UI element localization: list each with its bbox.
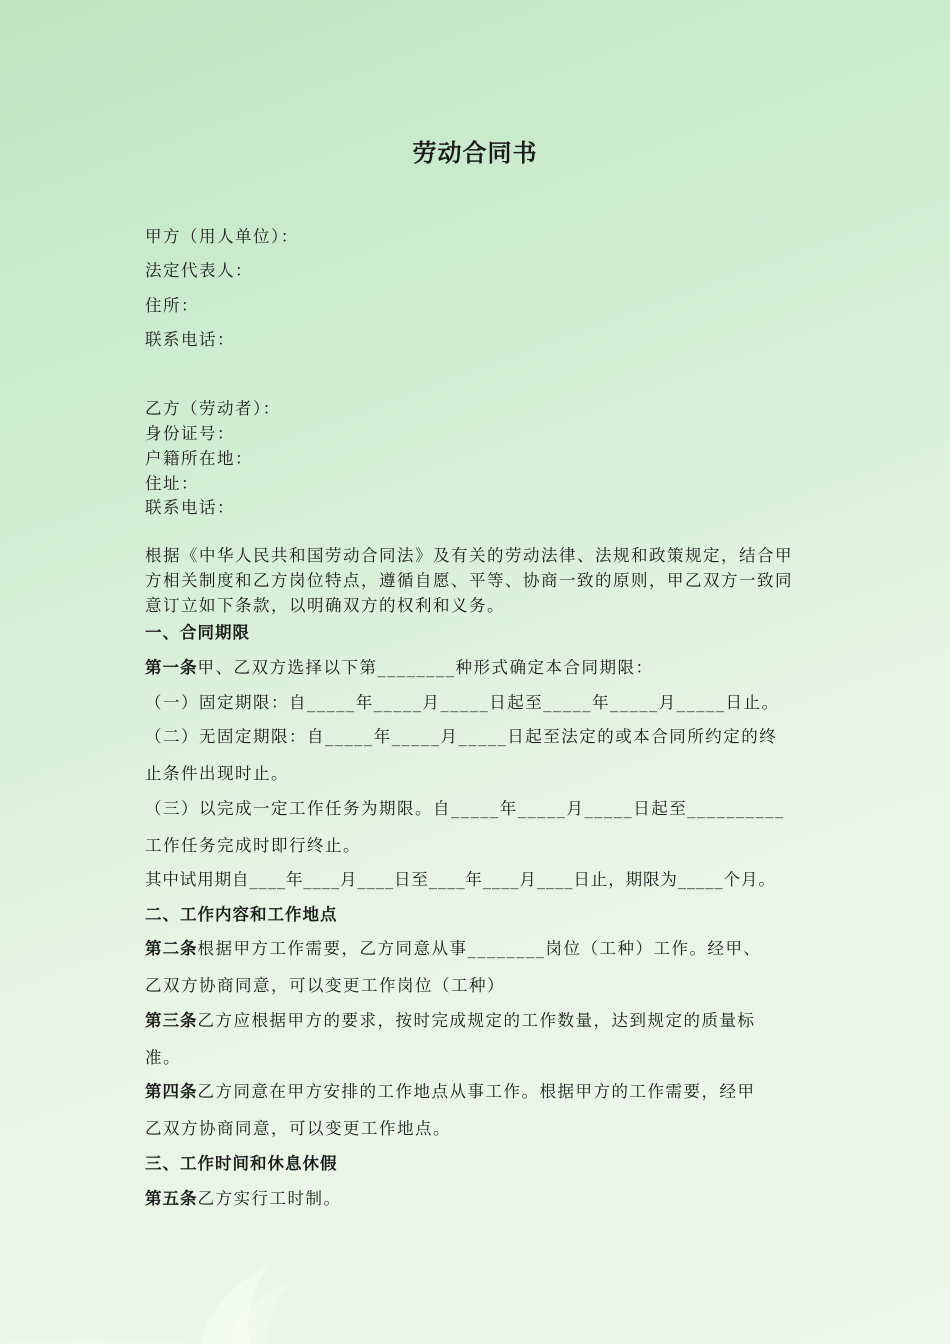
article-3-label: 第三条 bbox=[145, 1011, 198, 1030]
intro-paragraph: 根据《中华人民共和国劳动合同法》及有关的劳动法律、法规和政策规定，结合甲方相关制度和乙方岗位特点，遵循自愿、平等、协商一致的原则，甲乙双方一致同意订立如下条款，以明确双方的权利和义务。 bbox=[145, 546, 793, 615]
section-2-heading: 二、工作内容和工作地点 bbox=[145, 905, 338, 924]
party-a-name: 甲方（用人单位）： bbox=[145, 227, 299, 246]
option-2-line-1: （二）无固定期限：自_____年_____月_____日起至法定的或本合同所约定的终 bbox=[145, 727, 778, 746]
article-2-line-1 bbox=[145, 935, 762, 959]
option-3-line-2: 工作任务完成时即行终止。 bbox=[145, 836, 361, 855]
article-1-text: 甲、乙双方选择以下第________种形式确定本合同期限： bbox=[197, 658, 654, 677]
article-2-line-2: 乙双方协商同意，可以变更工作岗位（工种） bbox=[145, 976, 505, 995]
option-1: （一）固定期限：自_____年_____月_____日起至_____年_____月_____日止。 bbox=[145, 693, 780, 712]
option-3-line-1: （三）以完成一定工作任务为期限。自_____年_____月_____日起至__________ bbox=[145, 799, 785, 818]
page-title: 劳动合同书 bbox=[412, 139, 538, 167]
party-a-phone: 联系电话： bbox=[145, 330, 235, 349]
article-5-text: 乙方实行工时制。 bbox=[197, 1189, 342, 1208]
party-a-address: 住所： bbox=[145, 296, 199, 315]
article-3-line-2: 准。 bbox=[145, 1048, 181, 1067]
article-1 bbox=[145, 654, 654, 678]
option-2-line-2: 止条件出现时止。 bbox=[145, 764, 289, 783]
section-1-heading: 一、合同期限 bbox=[145, 623, 250, 642]
article-3-line-1 bbox=[145, 1007, 756, 1031]
party-b-address: 住址： bbox=[145, 474, 199, 493]
party-b-id: 身份证号： bbox=[145, 424, 235, 443]
article-4-line-2: 乙双方协商同意，可以变更工作地点。 bbox=[145, 1119, 451, 1138]
party-b-name: 乙方（劳动者）： bbox=[145, 399, 281, 418]
article-4-line-1 bbox=[145, 1078, 756, 1102]
article-1-label: 第一条 bbox=[145, 658, 198, 677]
probation-line: 其中试用期自____年____月____日至____年____月____日止，期限为_____个月。 bbox=[145, 870, 776, 889]
article-4-text: 乙方同意在甲方安排的工作地点从事工作。根据甲方的工作需要，经甲 bbox=[197, 1082, 756, 1101]
article-5-label: 第五条 bbox=[145, 1189, 198, 1208]
article-2-text: 根据甲方工作需要，乙方同意从事________岗位（工种）工作。经甲、 bbox=[197, 939, 762, 958]
section-3-heading: 三、工作时间和休息休假 bbox=[145, 1154, 338, 1173]
article-4-label: 第四条 bbox=[145, 1082, 198, 1101]
article-5 bbox=[145, 1185, 342, 1209]
party-b-phone: 联系电话： bbox=[145, 498, 235, 517]
party-b-hukou: 户籍所在地： bbox=[145, 449, 253, 468]
party-a-rep: 法定代表人： bbox=[145, 261, 253, 280]
article-3-text: 乙方应根据甲方的要求，按时完成规定的工作数量，达到规定的质量标 bbox=[197, 1011, 756, 1030]
article-2-label: 第二条 bbox=[145, 939, 198, 958]
